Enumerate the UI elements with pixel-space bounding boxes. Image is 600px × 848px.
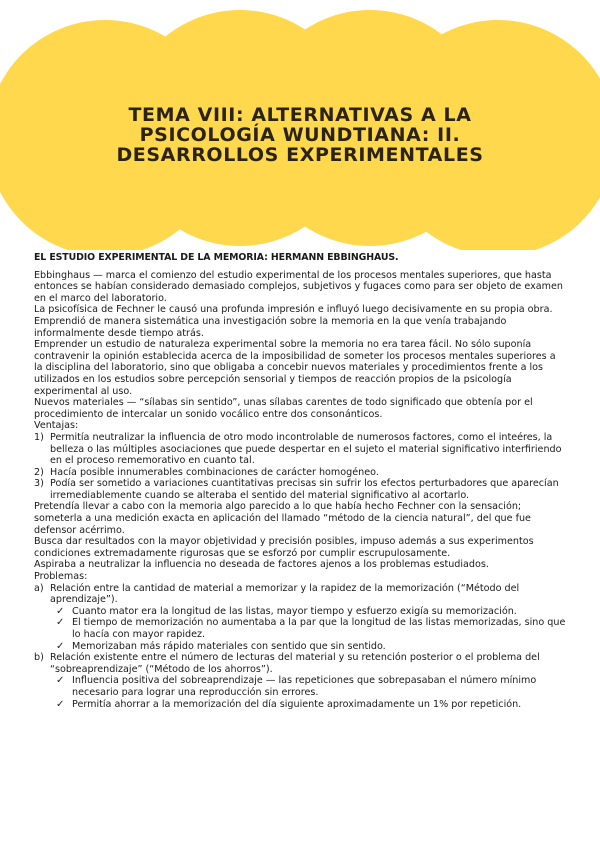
document-body [34, 252, 566, 710]
check-item-text: Permitía ahorrar a la memorización del día siguiente aproximadamente un 1% por repetición. [72, 698, 522, 710]
list-number: 3) [34, 478, 44, 490]
list-letter: a) [34, 582, 44, 594]
list-number: 2) [34, 466, 44, 478]
check-item-text: Memorizaban más rápido materiales con sentido que sin sentido. [72, 640, 386, 652]
check-list [34, 606, 566, 652]
page-title [60, 105, 540, 165]
list-item [34, 432, 566, 467]
check-item [34, 699, 566, 711]
list-letter: b) [34, 652, 44, 664]
check-item-text: Cuanto mator era la longitud de las listas, mayor tiempo y esfuerzo exigía su memorización. [72, 605, 517, 617]
ventajas-list [34, 432, 566, 502]
title-line: TEMA VIII: ALTERNATIVAS A LA [128, 104, 472, 126]
paragraph: Busca dar resultados con la mayor objetividad y precisión posibles, impuso además a sus experimentos condiciones extremadamente rigurosas que se esforzó por cumplir escrupulosamente. [34, 536, 534, 559]
title-line: DESARROLLOS EXPERIMENTALES [116, 144, 484, 166]
paragraph-label: Ventajas: [34, 420, 79, 432]
checkmark-icon: ✓ [56, 617, 65, 629]
checkmark-icon: ✓ [56, 605, 65, 617]
list-item-text: Relación existente entre el número de lecturas del material y su retención posterior o el problema del “sobreaprendizaje” (“Método de los ahorros”). [50, 652, 540, 675]
problemas-list [34, 583, 566, 606]
list-item [34, 467, 566, 479]
list-item [34, 583, 566, 606]
list-item [34, 478, 566, 501]
check-item-text: El tiempo de memorización no aumentaba a la par que la longitud de las listas memorizadas, sino que lo hacía con mayor rapidez. [72, 617, 566, 640]
checkmark-icon: ✓ [56, 698, 65, 710]
paragraph: Emprender un estudio de naturaleza experimental sobre la memoria no era tarea fácil. No sólo suponía contravenir la opinión establecida acerca de la imposibilidad de someter los procesos mentales superiores a la disciplina del laboratorio, sino que obligaba a concebir nuevos materiales y procedimientos frente a los utilizados en los estudios sobre percepción sensorial y tiempos de reacción propios de la psicología experimental al uso. [34, 339, 556, 397]
list-item-text: Relación entre la cantidad de material a memorizar y la rapidez de la memorización (“Método del aprendizaje”). [50, 582, 520, 606]
check-list [34, 675, 566, 710]
list-number: 1) [34, 431, 44, 443]
list-item-text: Hacía posible innumerables combinaciones de carácter homogéneo. [50, 466, 379, 478]
title-line: PSICOLOGÍA WUNDTIANA: II. [139, 124, 461, 146]
title-banner [0, 0, 600, 250]
paragraph: Pretendía llevar a cabo con la memoria algo parecido a lo que había hecho Fechner con la sensación; someterla a una medición exacta en aplicación del llamado “método de la ciencia natural”, del que fue defensor acérrimo. [34, 501, 531, 536]
check-item [34, 675, 566, 698]
check-item [34, 641, 566, 653]
paragraph: Aspiraba a neutralizar la influencia no deseada de factores ajenos a los problemas estudiados. [34, 559, 489, 571]
check-item [34, 606, 566, 618]
check-item [34, 617, 566, 640]
paragraph: Ebbinghaus — marca el comienzo del estudio experimental de los procesos mentales superiores, que hasta entonces se habían considerado demasiado complejos, subjetivos y fugaces como para ser objeto de examen en el marco del laboratorio. [34, 269, 564, 304]
list-item-text: Podía ser sometido a variaciones cuantitativas precisas sin sufrir los efectos perturbadores que aparecían irremediablemente cuando se alteraba el sentido del material significativo al acortarlo. [50, 478, 559, 501]
check-item-text: Influencia positiva del sobreaprendizaje — las repeticiones que sobrepasaban el número mínimo necesario para lograr una reproducción sin errores. [72, 675, 537, 698]
list-item-text: Permitía neutralizar la influencia de otro modo incontrolable de numerosos factores, como el inteéres, la belleza o las múltiples asociaciones que puede despertar en el sujeto el material significativo interfiriendo en el proceso rememorativo en cuanto tal. [50, 431, 562, 467]
list-item [34, 652, 566, 675]
paragraph: La psicofísica de Fechner le causó una profunda impresión e influyó luego decisivamente en su propia obra. Emprendió de manera sistemática una investigación sobre la memoria en la que venía trabajando informalmente desde tiempo atrás. [34, 304, 553, 339]
section-heading: EL ESTUDIO EXPERIMENTAL DE LA MEMORIA: HERMANN EBBINGHAUS. [34, 252, 399, 263]
paragraph: Nuevos materiales — “sílabas sin sentido”, unas sílabas carentes de todo significado que obtenía por el procedimiento de intercalar un sonido vocálico entre dos consonánticos. [34, 397, 533, 420]
checkmark-icon: ✓ [56, 675, 65, 687]
problemas-list [34, 652, 566, 675]
paragraph-label: Problemas: [34, 571, 88, 583]
checkmark-icon: ✓ [56, 640, 65, 652]
